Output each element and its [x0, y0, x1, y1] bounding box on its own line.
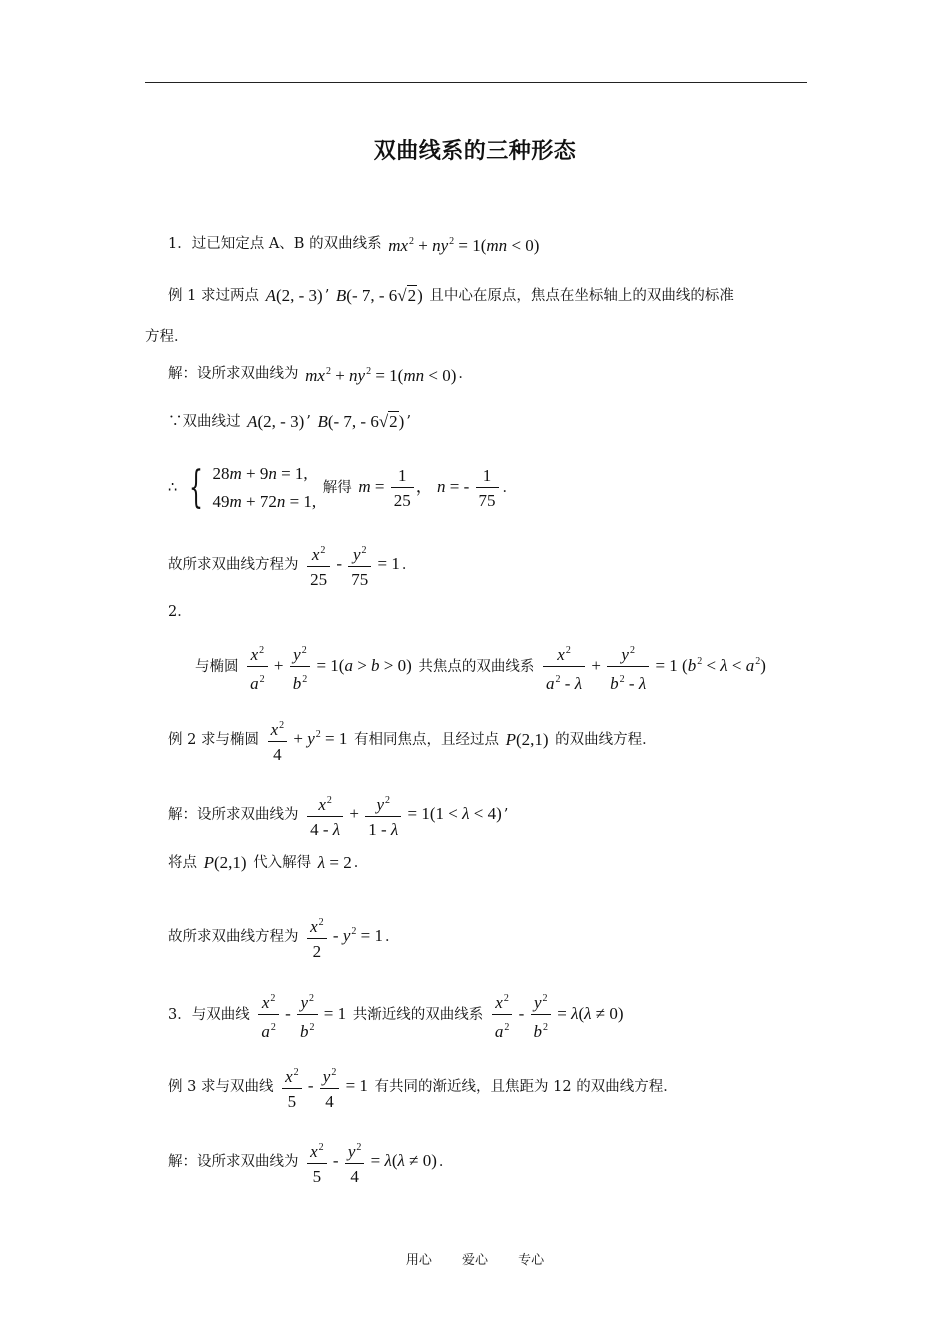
example-2-tail: 的双曲线方程． [555, 732, 657, 748]
point-p: P(2,1) [505, 730, 549, 749]
equation-system: 28m + 9n = 1, 49m + 72n = 1, [212, 464, 317, 511]
formula-asymptote-family: $\frac{x^2}{a^2}$ - $\frac{y^2}{b^2}$ = λ(λ ≠ 0) [490, 988, 624, 1042]
formula-ellipse-2: $\frac{x^2}{4}$ + $y^2 = 1$ [266, 715, 348, 765]
example-1-label: 例 1 求过两点 [168, 288, 259, 304]
example-1-statement: 例 1 求过两点 A(2, - 3) ’ B(- 7, - 6√2) 且中心在原点，焦点在坐标轴上的双曲线的标准 [168, 286, 734, 305]
example-3-tail: 有共同的渐近线，且焦距为 12 的双曲线方程． [374, 1079, 678, 1095]
formula-assumed: $mx^2 + ny^2 = 1(mn < 0)$ [305, 366, 457, 385]
formula-final-2: $\frac{x^2}{2}$ - $y^2 = 1$ [305, 912, 383, 962]
formula-hyperbola-family: $mx^2 + ny^2 = 1(mn < 0)$ [388, 236, 540, 255]
since-text: ∵双曲线过 [168, 414, 241, 430]
example-1-system-line: ∴ { 28m + 9n = 1, 49m + 72n = 1, 解得 m = $\frac{1}{25}$ ， n = - $\frac{1}{75}$ ． [168, 460, 517, 516]
final-text: 故所求双曲线方程为 [168, 557, 299, 573]
therefore-symbol: ∴ [168, 480, 178, 496]
section-1-heading [168, 232, 541, 256]
formula-hyperbola-3: $\frac{x^2}{5}$ - $\frac{y^2}{4}$ = 1 [280, 1062, 368, 1112]
example-2-label: 例 2 求与椭圆 [168, 732, 259, 748]
solution-intro-text: 解：设所求双曲线为 [168, 366, 299, 382]
example-1-tail: 且中心在原点，焦点在坐标轴上的双曲线的标准 [429, 288, 734, 304]
formula-solution-m-n: m = $\frac{1}{25}$ ， n = - $\frac{1}{75}$ [358, 465, 500, 511]
cofocal-text: 共焦点的双曲线系 [418, 659, 535, 675]
example-1-solution-intro: 解：设所求双曲线为 $mx^2 + ny^2 = 1(mn < 0)$ ． [168, 362, 473, 386]
example-2-statement [168, 715, 657, 765]
page-footer: 用心 爱心 专心 [405, 1253, 545, 1268]
example-2-solution-intro: 解：设所求双曲线为 $\frac{x^2}{4 - \lambda}$ + $\frac{y^2}{1 - \lambda}$ = 1(1 < λ < 4) ’ [168, 790, 508, 840]
final-text: 故所求双曲线方程为 [168, 929, 299, 945]
header-rule [145, 82, 807, 83]
section-2-heading [195, 640, 768, 694]
example-3-solution-intro: 解：设所求双曲线为 $\frac{x^2}{5}$ - $\frac{y^2}{4}$ = λ(λ ≠ 0) ． [168, 1137, 453, 1187]
example-1-since-line: ∵双曲线过 A(2, - 3) ’ B(- 7, - 6√2) ’ [168, 412, 411, 431]
section-2-number: 2． [168, 604, 192, 620]
section-3-heading [168, 988, 626, 1042]
formula-ellipse: $\frac{x^2}{a^2}$ + $\frac{y^2}{b^2}$ = 1(a > b > 0) [245, 640, 412, 694]
point-b: B(- 7, - 6√2) [317, 412, 405, 431]
solution-intro-text: 解：设所求双曲线为 [168, 807, 299, 823]
example-1-final: 故所求双曲线方程为 $\frac{x^2}{25}$ - $\frac{y^2}{75}$ = 1 ． [168, 540, 416, 590]
example-2-final: 故所求双曲线方程为 $\frac{x^2}{2}$ - $y^2 = 1$ ． [168, 912, 399, 962]
section-3-mid: 共渐近线的双曲线系 [352, 1007, 484, 1023]
brace-icon: { [188, 462, 203, 513]
formula-assumed-2: $\frac{x^2}{4 - \lambda}$ + $\frac{y^2}{1 - \lambda}$ = 1(1 < λ < 4) [305, 790, 502, 840]
formula-lambda-value: λ = 2 [317, 853, 352, 872]
solve-text: 解得 [322, 480, 352, 496]
point-a: A(2, - 3) [265, 286, 323, 305]
sub-text-2: 代入解得 [253, 855, 312, 871]
point-a: A(2, - 3) [247, 412, 305, 431]
solution-intro-text: 解：设所求双曲线为 [168, 1154, 299, 1170]
example-1-tail-2: 方程． [145, 329, 189, 345]
formula-final-1: $\frac{x^2}{25}$ - $\frac{y^2}{75}$ = 1 [305, 540, 400, 590]
section-1-text: 1．过已知定点 A、B 的双曲线系 [168, 236, 382, 252]
example-3-statement [168, 1062, 678, 1112]
formula-cofocal-family: $\frac{x^2}{a^2 - \lambda}$ + $\frac{y^2}{b^2 - \lambda}$ = 1 $(b^2 < \lambda < a^2)$ [541, 640, 766, 694]
example-2-substitute: 将点 P(2,1) 代入解得 λ = 2 ． [168, 853, 369, 872]
formula-assumed-3: $\frac{x^2}{5}$ - $\frac{y^2}{4}$ = λ(λ ≠ 0) [305, 1137, 437, 1187]
page-title: 双曲线系的三种形态 [373, 139, 577, 164]
example-2-mid: 有相同焦点，且经过点 [353, 732, 499, 748]
point-b: B(- 7, - 6√2) [335, 286, 423, 305]
section-3-prefix: 3．与双曲线 [168, 1007, 250, 1023]
ellipse-prefix: 与椭圆 [195, 659, 239, 675]
formula-hyperbola-base: $\frac{x^2}{a^2}$ - $\frac{y^2}{b^2}$ = 1 [256, 988, 346, 1042]
sub-text: 将点 [168, 855, 197, 871]
example-3-label: 例 3 求与双曲线 [168, 1079, 274, 1095]
point-p: P(2,1) [203, 853, 247, 872]
